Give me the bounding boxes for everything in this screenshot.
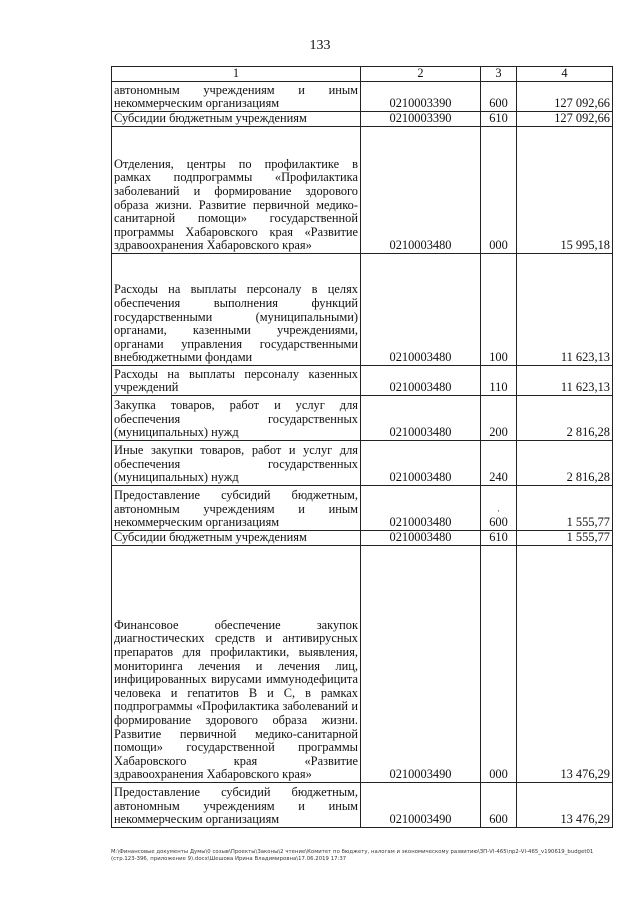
row-sum: 2 816,28 <box>517 441 613 486</box>
header-cell-type: 3 <box>481 67 517 82</box>
table-row <box>112 82 613 112</box>
table-row <box>112 441 613 486</box>
header-cell-name: 1 <box>112 67 361 82</box>
row-name: Закупка товаров, работ и услуг для обеспечения государственных (муниципальных) нужд <box>112 396 361 441</box>
row-type: 240 <box>481 441 517 486</box>
row-name: Финансовое обеспечение закупок диагностических средств и антивирусных препаратов для профилактики, выявления, мониторинга лечения и лечения лиц, инфицированных вирусами иммунодефицита человека и гепатитов В и С, в рамках подпрограммы «Профилактика заболеваний и формирование здорового образа жизни. Развитие первичной медико-санитарной помощи» государственной программы Хабаровского края «Развитие здравоохранения Хабаровского края» <box>112 546 361 783</box>
row-sum: 13 476,29 <box>517 783 613 828</box>
row-type: 600 <box>481 82 517 112</box>
row-name: Субсидии бюджетным учреждениям <box>112 112 361 127</box>
row-sum: 11 623,13 <box>517 366 613 396</box>
row-name: Предоставление субсидий бюджетным, автономным учреждениям и иным некоммерческим организациям <box>112 783 361 828</box>
row-code: 0210003480 <box>361 531 481 546</box>
table-row <box>112 546 613 783</box>
table-header-row <box>112 67 613 82</box>
row-type-value: 600 <box>489 515 508 530</box>
row-sum: 127 092,66 <box>517 112 613 127</box>
row-name: Предоставление субсидий бюджетным, автономным учреждениям и иным некоммерческим организациям <box>112 486 361 531</box>
row-type: 000 <box>481 127 517 254</box>
row-type: 110 <box>481 366 517 396</box>
document-path-footer: M:\Финансовые документы Думы\0 созыв\Проекты\Законы\2 чтение\Комитет по бюджету, налогам и экономическому развитию\ЗП-VI-465\пр2-VI-465_v190619_budget01 (стр.123-396, приложение 9).docx\Шешова Ирина Владимировна\17.06.2019 17:37 <box>111 849 594 862</box>
row-code: 0210003480 <box>361 396 481 441</box>
row-type <box>481 486 517 531</box>
row-type: 200 <box>481 396 517 441</box>
row-name: Расходы на выплаты персоналу казенных учреждений <box>112 366 361 396</box>
row-type: 610 <box>481 112 517 127</box>
row-sum: 1 555,77 <box>517 531 613 546</box>
table-row <box>112 254 613 366</box>
page-number: 133 <box>309 38 331 53</box>
row-code: 0210003480 <box>361 127 481 254</box>
table-row <box>112 112 613 127</box>
row-code: 0210003390 <box>361 82 481 112</box>
row-name: Субсидии бюджетным учреждениям <box>112 531 361 546</box>
row-type: 000 <box>481 546 517 783</box>
row-name: Расходы на выплаты персоналу в целях обеспечения выполнения функций государственными (муниципальными) органами, казенными учреждениями, органами управления государственными внебюджетными фондами <box>112 254 361 366</box>
row-code: 0210003480 <box>361 254 481 366</box>
row-name: Иные закупки товаров, работ и услуг для обеспечения государственных (муниципальных) нужд <box>112 441 361 486</box>
row-sum: 13 476,29 <box>517 546 613 783</box>
table-row <box>112 127 613 254</box>
table-row <box>112 396 613 441</box>
row-code: 0210003390 <box>361 112 481 127</box>
row-sum: 11 623,13 <box>517 254 613 366</box>
row-type: 600 <box>481 783 517 828</box>
row-type: 610 <box>481 531 517 546</box>
header-cell-sum: 4 <box>517 67 613 82</box>
row-code: 0210003480 <box>361 366 481 396</box>
row-name: Отделения, центры по профилактике в рамках подпрограммы «Профилактика заболеваний и формирование здорового образа жизни. Развитие первичной медико-санитарной помощи» государственной программы Хабаровского края «Развитие здравоохранения Хабаровского края» <box>112 127 361 254</box>
row-code: 0210003480 <box>361 441 481 486</box>
row-code: 0210003480 <box>361 486 481 531</box>
budget-table <box>111 66 613 828</box>
row-sum: 15 995,18 <box>517 127 613 254</box>
table-row <box>112 366 613 396</box>
table-row <box>112 486 613 531</box>
table-row <box>112 783 613 828</box>
row-code: 0210003490 <box>361 546 481 783</box>
row-sum: 2 816,28 <box>517 396 613 441</box>
row-sum: 127 092,66 <box>517 82 613 112</box>
row-name: автономным учреждениям и иным некоммерческим организациям <box>112 82 361 112</box>
table-row <box>112 531 613 546</box>
row-type: 100 <box>481 254 517 366</box>
row-code: 0210003490 <box>361 783 481 828</box>
scan-dot-mark: · <box>497 506 500 517</box>
header-cell-code: 2 <box>361 67 481 82</box>
row-sum: 1 555,77 <box>517 486 613 531</box>
